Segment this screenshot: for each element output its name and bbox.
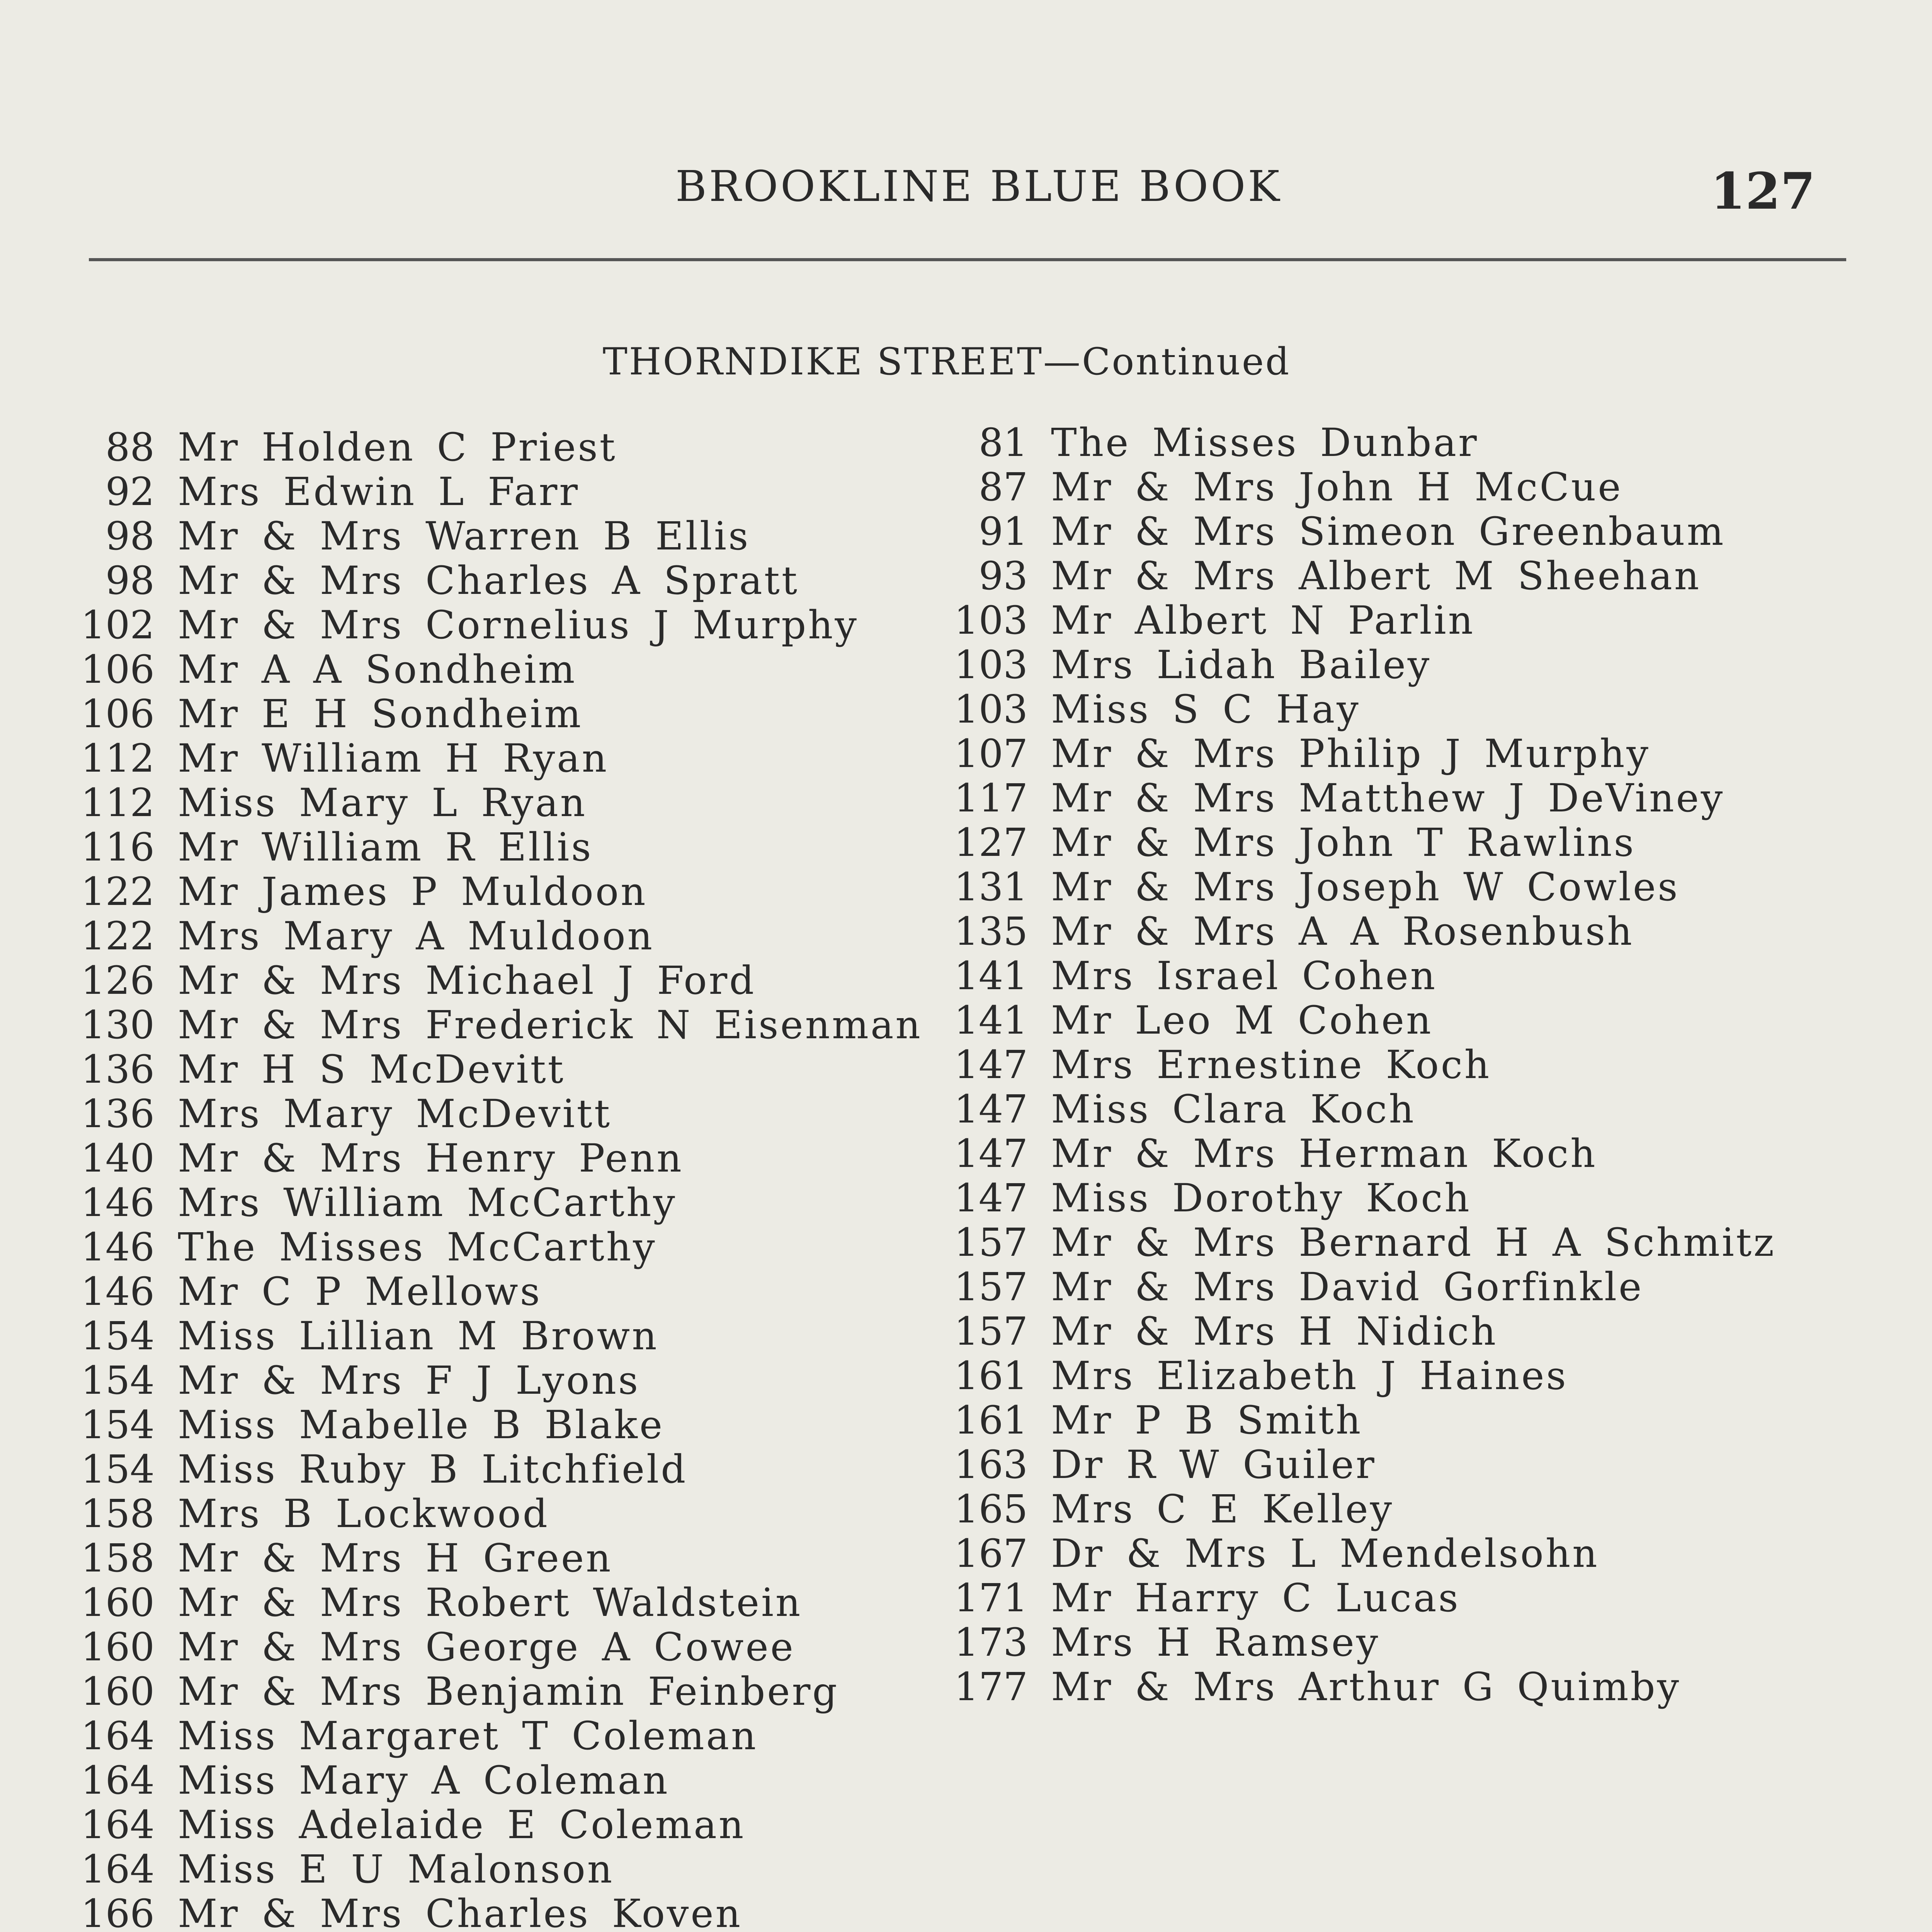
- list-item: [54, 1136, 922, 1180]
- header-rule: [89, 258, 1846, 261]
- house-number: 122: [81, 869, 155, 914]
- list-item: [54, 1314, 922, 1358]
- house-number: 88: [105, 425, 155, 470]
- list-item: [927, 1220, 1776, 1265]
- list-item: [927, 1576, 1776, 1620]
- resident-name: Mrs Ernestine Koch: [1051, 1042, 1492, 1087]
- resident-name: Miss Mabelle B Blake: [178, 1402, 665, 1447]
- resident-name: Mr & Mrs Cornelius J Murphy: [178, 602, 859, 648]
- resident-name: Miss Adelaide E Coleman: [178, 1802, 746, 1847]
- resident-name: The Misses McCarthy: [178, 1225, 657, 1270]
- list-item: [54, 603, 922, 647]
- resident-name: Mr Holden C Priest: [178, 425, 617, 470]
- resident-name: Mr E H Sondheim: [178, 691, 583, 736]
- list-item: [927, 1354, 1776, 1398]
- house-number: 167: [954, 1531, 1028, 1576]
- resident-name: Mr Harry C Lucas: [1051, 1575, 1460, 1621]
- list-item: [927, 465, 1776, 509]
- list-item: [54, 736, 922, 781]
- house-number: 92: [105, 469, 155, 514]
- list-item: [927, 598, 1776, 643]
- house-number: 146: [81, 1225, 155, 1270]
- house-number: 103: [954, 642, 1028, 687]
- list-item: [54, 1580, 922, 1625]
- running-head: BROOKLINE BLUE BOOK: [675, 162, 1282, 211]
- list-item: [927, 865, 1776, 909]
- list-item: [54, 1225, 922, 1269]
- list-item: [927, 643, 1776, 687]
- house-number: 154: [81, 1313, 155, 1359]
- resident-name: Mr & Mrs Philip J Murphy: [1051, 731, 1650, 776]
- list-item: [54, 1847, 922, 1891]
- resident-name: Mr William H Ryan: [178, 736, 609, 781]
- house-number: 154: [81, 1358, 155, 1403]
- house-number: 146: [81, 1180, 155, 1225]
- house-number: 164: [81, 1758, 155, 1803]
- resident-name: Mr William R Ellis: [178, 825, 593, 870]
- house-number: 164: [81, 1713, 155, 1759]
- list-item: [54, 1625, 922, 1669]
- resident-name: Miss Dorothy Koch: [1051, 1175, 1471, 1221]
- resident-name: Mr & Mrs H Nidich: [1051, 1309, 1498, 1354]
- house-number: 106: [81, 691, 155, 736]
- house-number: 146: [81, 1269, 155, 1314]
- resident-name: Mrs C E Kelley: [1051, 1486, 1394, 1532]
- house-number: 164: [81, 1802, 155, 1847]
- house-number: 112: [81, 736, 155, 781]
- list-item: [927, 1442, 1776, 1487]
- resident-name: Miss Ruby B Litchfield: [178, 1447, 688, 1492]
- list-item: [54, 914, 922, 958]
- thorndike-right-column: [927, 420, 1776, 1709]
- house-number: 147: [954, 1175, 1028, 1221]
- resident-name: Mr & Mrs David Gorfinkle: [1051, 1264, 1644, 1310]
- list-item: [54, 647, 922, 692]
- list-item: [54, 1891, 922, 1932]
- list-item: [927, 954, 1776, 998]
- house-number: 157: [954, 1264, 1028, 1310]
- list-item: [927, 1620, 1776, 1665]
- list-item: [927, 998, 1776, 1043]
- resident-name: Mr & Mrs George A Cowee: [178, 1624, 795, 1670]
- house-number: 87: [978, 464, 1028, 510]
- resident-name: Mr & Mrs John T Rawlins: [1051, 820, 1636, 865]
- list-item: [927, 776, 1776, 820]
- resident-name: Mr & Mrs F J Lyons: [178, 1358, 640, 1403]
- resident-name: Miss Margaret T Coleman: [178, 1713, 758, 1759]
- house-number: 158: [81, 1536, 155, 1581]
- house-number: 103: [954, 687, 1028, 732]
- house-number: 147: [954, 1042, 1028, 1087]
- resident-name: Mr & Mrs Warren B Ellis: [178, 514, 750, 559]
- resident-name: Mr & Mrs Bernard H A Schmitz: [1051, 1220, 1776, 1265]
- list-item: [54, 1358, 922, 1403]
- house-number: 161: [954, 1353, 1028, 1398]
- house-number: 171: [954, 1575, 1028, 1621]
- house-number: 160: [81, 1580, 155, 1625]
- list-item: [54, 425, 922, 469]
- resident-name: Mr & Mrs Matthew J DeViney: [1051, 776, 1725, 821]
- list-item: [927, 687, 1776, 731]
- resident-name: Mr & Mrs Benjamin Feinberg: [178, 1669, 839, 1714]
- resident-name: Miss E U Malonson: [178, 1847, 614, 1892]
- resident-name: Mr & Mrs Joseph W Cowles: [1051, 864, 1680, 910]
- thorndike-left-column: [54, 425, 922, 1932]
- house-number: 157: [954, 1309, 1028, 1354]
- house-number: 141: [954, 953, 1028, 998]
- resident-name: Mr H S McDevitt: [178, 1047, 565, 1092]
- resident-name: Miss Lillian M Brown: [178, 1313, 659, 1359]
- house-number: 117: [954, 776, 1028, 821]
- list-item: [54, 1180, 922, 1225]
- house-number: 141: [954, 998, 1028, 1043]
- list-item: [54, 1803, 922, 1847]
- resident-name: Mr A A Sondheim: [178, 647, 577, 692]
- list-item: [54, 1092, 922, 1136]
- resident-name: Mrs Edwin L Farr: [178, 469, 580, 514]
- house-number: 131: [954, 864, 1028, 910]
- resident-name: Mr Albert N Parlin: [1051, 598, 1475, 643]
- resident-name: Dr & Mrs L Mendelsohn: [1051, 1531, 1599, 1576]
- list-item: [927, 909, 1776, 954]
- list-item: [927, 1309, 1776, 1354]
- resident-name: Mr & Mrs Robert Waldstein: [178, 1580, 803, 1625]
- list-item: [927, 1665, 1776, 1709]
- resident-name: Mrs Lidah Bailey: [1051, 642, 1432, 687]
- house-number: 164: [81, 1847, 155, 1892]
- house-number: 136: [81, 1047, 155, 1092]
- resident-name: Mr & Mrs Simeon Greenbaum: [1051, 509, 1726, 554]
- resident-name: The Misses Dunbar: [1051, 420, 1479, 465]
- list-item: [54, 1492, 922, 1536]
- house-number: 147: [954, 1131, 1028, 1176]
- house-number: 122: [81, 913, 155, 959]
- resident-name: Miss Mary A Coleman: [178, 1758, 670, 1803]
- list-item: [927, 1176, 1776, 1220]
- house-number: 135: [954, 909, 1028, 954]
- resident-name: Mr & Mrs John H McCue: [1051, 464, 1623, 510]
- house-number: 93: [978, 553, 1028, 599]
- list-item: [927, 1043, 1776, 1087]
- house-number: 102: [81, 602, 155, 648]
- list-item: [54, 781, 922, 825]
- house-number: 173: [954, 1620, 1028, 1665]
- house-number: 103: [954, 598, 1028, 643]
- resident-name: Mr & Mrs Henry Penn: [178, 1136, 684, 1181]
- list-item: [54, 1669, 922, 1714]
- house-number: 160: [81, 1669, 155, 1714]
- list-item: [927, 509, 1776, 554]
- list-item: [54, 692, 922, 736]
- resident-name: Mr & Mrs Herman Koch: [1051, 1131, 1597, 1176]
- resident-name: Mr & Mrs Frederick N Eisenman: [178, 1002, 922, 1048]
- resident-name: Miss S C Hay: [1051, 687, 1361, 732]
- list-item: [54, 1714, 922, 1758]
- resident-name: Mr Leo M Cohen: [1051, 998, 1433, 1043]
- house-number: 98: [105, 558, 155, 603]
- house-number: 166: [81, 1891, 155, 1932]
- resident-name: Mr P B Smith: [1051, 1398, 1363, 1443]
- house-number: 106: [81, 647, 155, 692]
- house-number: 136: [81, 1091, 155, 1136]
- list-item: [54, 1047, 922, 1092]
- resident-name: Mr & Mrs A A Rosenbush: [1051, 909, 1634, 954]
- house-number: 91: [978, 509, 1028, 554]
- house-number: 158: [81, 1491, 155, 1536]
- resident-name: Miss Mary L Ryan: [178, 780, 587, 825]
- list-item: [54, 469, 922, 514]
- house-number: 165: [954, 1486, 1028, 1532]
- house-number: 126: [81, 958, 155, 1003]
- house-number: 127: [954, 820, 1028, 865]
- house-number: 154: [81, 1402, 155, 1447]
- resident-name: Dr R W Guiler: [1051, 1442, 1376, 1487]
- house-number: 130: [81, 1002, 155, 1048]
- house-number: 98: [105, 514, 155, 559]
- list-item: [54, 1003, 922, 1047]
- list-item: [927, 420, 1776, 465]
- house-number: 107: [954, 731, 1028, 776]
- resident-name: Mr & Mrs Michael J Ford: [178, 958, 756, 1003]
- resident-name: Mr & Mrs Albert M Sheehan: [1051, 553, 1701, 599]
- list-item: [54, 825, 922, 869]
- list-item: [54, 869, 922, 914]
- list-item: [54, 514, 922, 558]
- list-item: [54, 1447, 922, 1492]
- resident-name: Mr C P Mellows: [178, 1269, 542, 1314]
- list-item: [54, 958, 922, 1003]
- resident-name: Mrs Elizabeth J Haines: [1051, 1353, 1568, 1398]
- resident-name: Mr & Mrs H Green: [178, 1536, 613, 1581]
- house-number: 160: [81, 1624, 155, 1670]
- list-item: [927, 1487, 1776, 1531]
- resident-name: Mrs Mary A Muldoon: [178, 913, 655, 959]
- resident-name: Mrs B Lockwood: [178, 1491, 549, 1536]
- list-item: [54, 558, 922, 603]
- list-item: [927, 1131, 1776, 1176]
- resident-name: Mr & Mrs Charles Koven: [178, 1891, 742, 1932]
- house-number: 140: [81, 1136, 155, 1181]
- list-item: [54, 1403, 922, 1447]
- house-number: 161: [954, 1398, 1028, 1443]
- list-item: [927, 1531, 1776, 1576]
- list-item: [927, 731, 1776, 776]
- list-item: [927, 1398, 1776, 1442]
- list-item: [927, 820, 1776, 865]
- list-item: [54, 1536, 922, 1580]
- list-item: [927, 554, 1776, 598]
- resident-name: Mrs Mary McDevitt: [178, 1091, 612, 1136]
- resident-name: Mr James P Muldoon: [178, 869, 648, 914]
- list-item: [54, 1269, 922, 1314]
- list-item: [927, 1087, 1776, 1131]
- resident-name: Miss Clara Koch: [1051, 1087, 1416, 1132]
- house-number: 112: [81, 780, 155, 825]
- house-number: 154: [81, 1447, 155, 1492]
- page-number: 127: [1710, 162, 1815, 221]
- house-number: 116: [81, 825, 155, 870]
- list-item: [927, 1265, 1776, 1309]
- resident-name: Mr & Mrs Charles A Spratt: [178, 558, 799, 603]
- house-number: 177: [954, 1664, 1028, 1709]
- house-number: 81: [978, 420, 1028, 465]
- list-item: [54, 1758, 922, 1803]
- resident-name: Mr & Mrs Arthur G Quimby: [1051, 1664, 1681, 1709]
- resident-name: Mrs H Ramsey: [1051, 1620, 1380, 1665]
- house-number: 163: [954, 1442, 1028, 1487]
- resident-name: Mrs Israel Cohen: [1051, 953, 1437, 998]
- section-title-thorndike: THORNDIKE STREET—Continued: [602, 340, 1291, 383]
- house-number: 147: [954, 1087, 1028, 1132]
- house-number: 157: [954, 1220, 1028, 1265]
- resident-name: Mrs William McCarthy: [178, 1180, 677, 1225]
